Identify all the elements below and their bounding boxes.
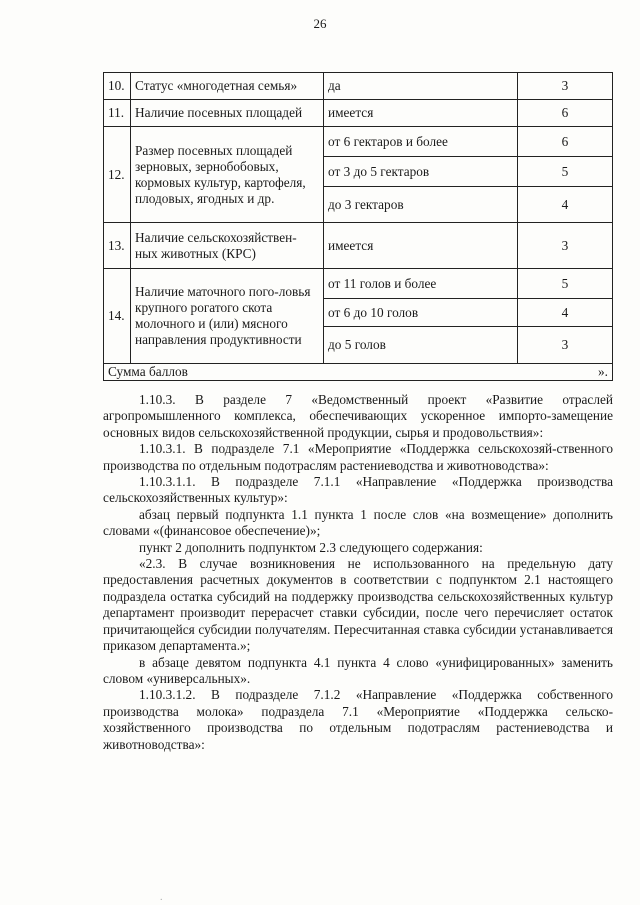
page-number: 26 <box>313 16 327 31</box>
criterion-value: да <box>324 73 518 100</box>
criterion-points: 3 <box>518 223 613 269</box>
criterion-points: 4 <box>518 299 613 327</box>
table-row-total <box>104 364 613 381</box>
table-row <box>104 269 613 299</box>
table-row <box>104 73 613 100</box>
criterion-value: имеется <box>324 223 518 269</box>
row-number: 11. <box>104 100 131 127</box>
criterion-points: 4 <box>518 187 613 223</box>
table-row <box>104 100 613 127</box>
paragraph: 1.10.3.1.1. В подразделе 7.1.1 «Направление «Поддержка производства сельскохозяйственных культур»: <box>103 474 613 506</box>
paragraph: абзац первый подпункта 1.1 пункта 1 после слов «на возмещение» дополнить словами «(финансовое обеспечение)»; <box>103 506 613 539</box>
criterion-value: от 11 голов и более <box>324 269 518 299</box>
table-row <box>104 127 613 157</box>
paragraph: 1.10.3. В разделе 7 «Ведомственный проект «Развитие отраслей агропромышленного комплекса, обеспечивающих ускоренное импорто-замещение основных видов сельскохозяйственной продукции, сырья и продовольствия»: <box>103 392 613 440</box>
criterion-name: Статус «многодетная семья» <box>131 73 324 100</box>
total-cell <box>104 364 613 381</box>
criterion-points: 6 <box>518 127 613 157</box>
criterion-points: 3 <box>518 73 613 100</box>
paragraph: «2.3. В случае возникновения не использованного на предельную дату предоставления расчетных документов в соответствии с подпунктом 2.1 настоящего подраздела остатка субсидий на поддержку производства сельскохозяйственных культур департамент производит перерасчет ставки субсидии, после чего перечисляет остаток причитающейся субсидии получателям. Пересчитанная ставка субсидии устанавливается приказом департамента.»; <box>103 556 613 654</box>
criterion-value: от 6 до 10 голов <box>324 299 518 327</box>
row-number: 13. <box>104 223 131 269</box>
bottom-mark: . <box>160 892 163 903</box>
criterion-points: 3 <box>518 327 613 364</box>
paragraph: пункт 2 дополнить подпунктом 2.3 следующего содержания: <box>139 539 483 555</box>
table-row <box>104 223 613 269</box>
total-closing-quote: ». <box>598 364 608 379</box>
criterion-value: от 6 гектаров и более <box>324 127 518 157</box>
row-number: 10. <box>104 73 131 100</box>
paragraph: 1.10.3.1.2. В подразделе 7.1.2 «Направление «Поддержка собственного производства молока» подраздела 7.1 «Мероприятие «Поддержка сельско-хозяйственного производства по отдельным подотраслям растениеводства и животноводства»: <box>103 687 613 752</box>
criterion-value: имеется <box>324 100 518 127</box>
criterion-name: Наличие посевных площадей <box>131 100 324 127</box>
criterion-points: 5 <box>518 157 613 187</box>
criterion-name: Наличие сельскохозяйствен-ных животных (КРС) <box>131 223 324 269</box>
row-number: 12. <box>104 127 131 223</box>
criterion-value: до 3 гектаров <box>324 187 518 223</box>
criterion-points: 6 <box>518 100 613 127</box>
paragraph: 1.10.3.1. В подразделе 7.1 «Мероприятие «Поддержка сельскохозяй-ственного производства по отдельным подотраслям растениеводства и животноводства»: <box>103 441 613 473</box>
criterion-points: 5 <box>518 269 613 299</box>
criterion-name: Размер посевных площадей зерновых, зернобобовых, кормовых культур, картофеля, плодовых, ягодных и др. <box>131 127 324 223</box>
row-number: 14. <box>104 269 131 364</box>
criterion-value: от 3 до 5 гектаров <box>324 157 518 187</box>
criterion-name: Наличие маточного пого-ловья крупного рогатого скота молочного и (или) мясного направления продуктивности <box>131 269 324 364</box>
criterion-value: до 5 голов <box>324 327 518 364</box>
body-text <box>103 392 613 753</box>
paragraph: в абзаце девятом подпункта 4.1 пункта 4 слово «унифицированных» заменить словом «универсальных». <box>103 654 613 686</box>
total-label: Сумма баллов <box>108 364 188 379</box>
scoring-table <box>103 72 613 381</box>
